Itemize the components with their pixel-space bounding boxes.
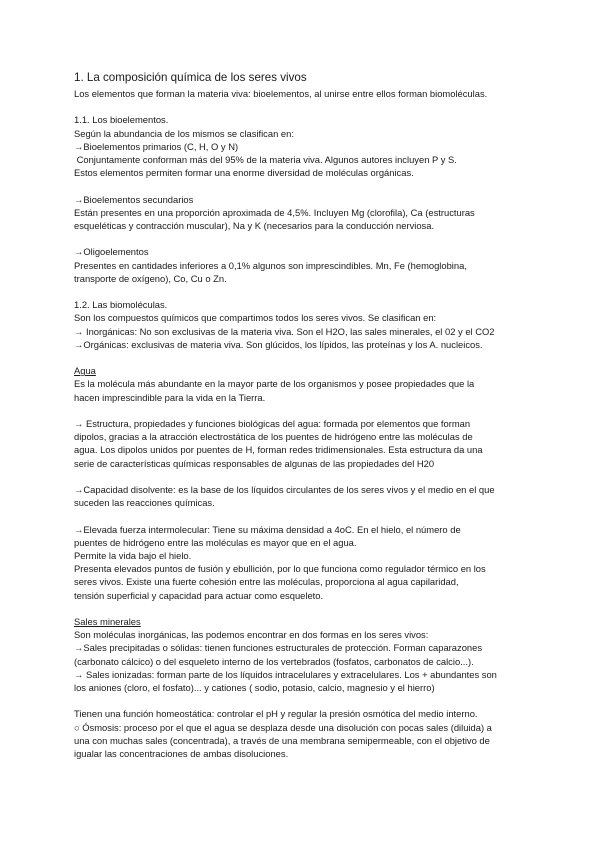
paragraph-line: →Oligoelementos <box>74 246 149 258</box>
paragraph-line: Estos elementos permiten formar una enorme diversidad de moléculas orgánicas. <box>74 167 414 179</box>
paragraph-line: Según la abundancia de los mismos se clasifican en: <box>74 127 294 139</box>
section-heading-biomoleculas: 1.2. Las biomoléculas. <box>74 299 168 311</box>
paragraph-line: Presentes en cantidades inferiores a 0,1% algunos son imprescindibles. Mn, Fe (hemoglobina, <box>74 259 467 271</box>
paragraph-line: dipolos, gracias a la atracción electrostática de los puentes de hidrógeno entre las moléculas de <box>74 431 473 443</box>
paragraph-line: puentes de hidrógeno entre las moléculas es mayor que en el agua. <box>74 536 357 548</box>
paragraph-line: → Inorgánicas: No son exclusivas de la materia viva. Son el H2O, las sales minerales, el 02 y el CO2 <box>74 325 495 337</box>
paragraph-line: transporte de oxígeno), Co, Cu o Zn. <box>74 272 227 284</box>
paragraph-line: → Estructura, propiedades y funciones biológicas del agua: formada por elementos que forman <box>74 417 471 429</box>
paragraph-line: los aniones (cloro, el fosfato)... y cationes ( sodio, potasio, calcio, magnesio y el hierro) <box>74 682 435 693</box>
paragraph-line: Presenta elevados puntos de fusión y ebullición, por lo que funciona como regulador térmico en los <box>74 563 486 575</box>
paragraph-line: Tienen una función homeostática: controlar el pH y regular la presión osmótica del medio interno. <box>74 708 478 720</box>
document-page <box>74 70 544 760</box>
intro-text: Los elementos que forman la materia viva: bioelementos, al unirse entre ellos forman biomoléculas. <box>74 88 488 99</box>
paragraph-line: tensión superficial y capacidad para actuar como esqueleto. <box>74 589 324 601</box>
section-heading-agua: Agua <box>74 365 96 377</box>
paragraph-line: → Sales ionizadas: forman parte de los líquidos intracelulares y extracelulares. Los + abundantes son <box>74 668 497 680</box>
paragraph-line: Es la molécula más abundante en la mayor parte de los organismos y posee propiedades que la <box>74 378 475 390</box>
paragraph-line: →Orgánicas: exclusivas de materia viva. Son glúcidos, los lípidos, las proteínas y los A. nucleicos. <box>74 338 483 350</box>
paragraph-line: →Capacidad disolvente: es la base de los líquidos circulantes de los seres vivos y el medio en el que <box>74 483 495 495</box>
section-heading-sales: Sales minerales <box>74 615 141 627</box>
paragraph-line: Son los compuestos químicos que compartimos todos los seres vivos. Se clasifican en: <box>74 312 437 324</box>
paragraph-line: →Bioelementos secundarios <box>74 193 194 205</box>
paragraph-line: agua. Los dipolos unidos por puentes de H, forman redes tridimensionales. Esta estructura da una <box>74 444 483 456</box>
paragraph-line: seres vivos. Existe una fuerte cohesión entre las moléculas, proporciona al agua capilaridad, <box>74 576 459 588</box>
paragraph-line: →Sales precipitadas o sólidas: tienen funciones estructurales de protección. Forman caparazones <box>74 642 483 654</box>
paragraph-line: serie de características químicas responsables de algunas de las propiedades del H20 <box>74 457 435 469</box>
section-heading-bioelementos: 1.1. Los bioelementos. <box>74 114 169 126</box>
page-title: 1. La composición química de los seres vivos <box>74 71 307 84</box>
paragraph-line: suceden las reacciones químicas. <box>74 497 215 509</box>
paragraph-line: Están presentes en una proporción aproximada de 4,5%. Incluyen Mg (clorofila), Ca (estructuras <box>74 206 475 218</box>
paragraph-line: Son moléculas inorgánicas, las podemos encontrar en dos formas en los seres vivos: <box>74 629 429 641</box>
paragraph-line: ○ Ósmosis: proceso por el que el agua se desplaza desde una disolución con pocas sales (diluida) a <box>74 721 492 733</box>
paragraph-line: →Bioelementos primarios (C, H, O y N) <box>74 140 239 152</box>
paragraph-line: →Elevada fuerza intermolecular: Tiene su máxima densidad a 4oC. En el hielo, el número de <box>74 523 461 535</box>
paragraph-line: Conjuntamente conforman más del 95% de la materia viva. Algunos autores incluyen P y S. <box>74 154 457 165</box>
paragraph-line: esqueléticas y contracción muscular), Na y K (necesarios para la conducción nerviosa. <box>74 220 435 231</box>
paragraph-line: (carbonato cálcico) o del esqueleto interno de los vertebrados (fosfatos, carbonatos de calcio...). <box>74 655 474 667</box>
paragraph-line: Permite la vida bajo el hielo. <box>74 549 192 561</box>
paragraph-line: hacen imprescindible para la vida en la Tierra. <box>74 391 266 403</box>
paragraph-line: igualar las concentraciones de ambas disoluciones. <box>74 748 289 759</box>
paragraph-line: una con muchas sales (concentrada), a través de una membrana semipermeable, con el objetivo de <box>74 734 490 746</box>
